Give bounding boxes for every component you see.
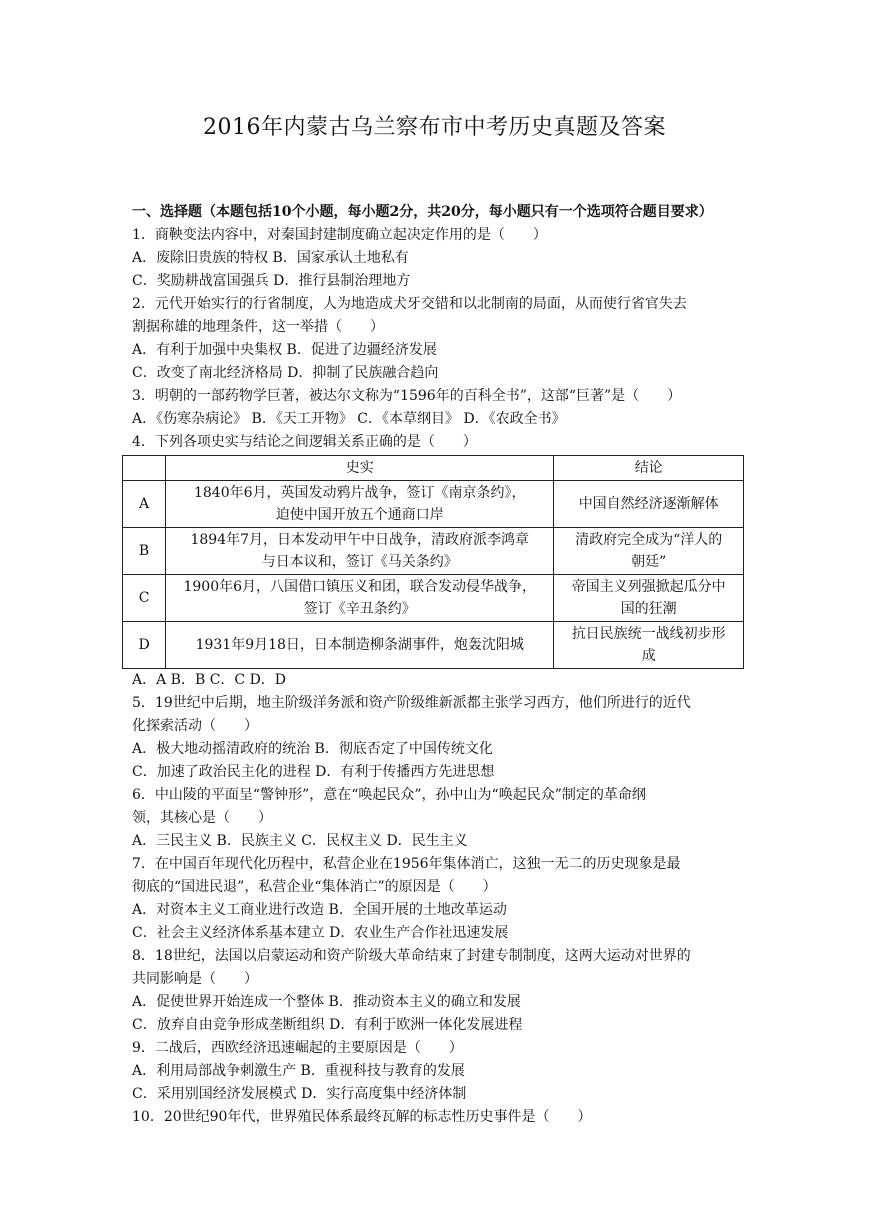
row-label: B bbox=[123, 528, 166, 575]
table-row bbox=[123, 481, 744, 528]
text-line: A．《伤寒杂病论》 B．《天工开物》 C．《本草纲目》 D．《农政全书》 bbox=[132, 411, 566, 427]
conclusion-line: 帝国主义列强掀起瓜分中 bbox=[571, 579, 726, 595]
conclusion-cell bbox=[554, 622, 744, 669]
table-header-row bbox=[123, 456, 744, 481]
text-line: 9．二战后，西欧经济迅速崛起的主要原因是（ ） bbox=[132, 1040, 463, 1056]
text-line: 2．元代开始实行的行省制度，人为地造成犬牙交错和以北制南的局面，从而使行省官失去 bbox=[132, 296, 687, 312]
conclusion-line: 成 bbox=[641, 648, 656, 664]
text-line: 6．中山陵的平面呈“警钟形”，意在“唤起民众”，孙中山为“唤起民众”制定的革命纲 bbox=[132, 787, 646, 803]
fact-cell bbox=[166, 481, 554, 528]
text-line: A．废除旧贵族的特权 B．国家承认土地私有 bbox=[132, 250, 409, 266]
fact-line: 1894年7月，日本发动甲午中日战争，清政府派李鸿章 bbox=[190, 532, 530, 548]
text-line: A．利用局部战争刺激生产 B．重视科技与教育的发展 bbox=[132, 1063, 465, 1079]
text-line: C．采用别国经济发展模式 D．实行高度集中经济体制 bbox=[132, 1086, 467, 1102]
text-line: 彻底的“国进民退”，私营企业“集体消亡”的原因是（ ） bbox=[132, 879, 497, 895]
fact-line: 与日本议和，签订《马关条约》 bbox=[261, 554, 458, 570]
conclusion-cell bbox=[554, 481, 744, 528]
fact-cell bbox=[166, 622, 554, 669]
fact-line: 1931年9月18日，日本制造柳条湖事件，炮轰沈阳城 bbox=[195, 637, 524, 653]
conclusion-line: 清政府完全成为“洋人的 bbox=[575, 532, 723, 548]
text-line: C．奖励耕战富国强兵 D．推行县制治理地方 bbox=[132, 273, 411, 289]
row-label: C bbox=[123, 575, 166, 622]
text-line: 3．明朝的一部药物学巨著，被达尔文称为“1596年的百科全书”，这部“巨著”是（ ） bbox=[132, 388, 682, 404]
questions-1-4 bbox=[132, 224, 742, 454]
questions-4-10 bbox=[132, 669, 742, 1129]
conclusion-line: 朝廷” bbox=[631, 554, 667, 570]
fact-cell bbox=[166, 528, 554, 575]
table-header-cell: 史实 bbox=[166, 456, 554, 481]
text-line: C．放弃自由竞争形成垄断组织 D．有利于欧洲一体化发展进程 bbox=[132, 1017, 523, 1033]
conclusion-line: 国的狂潮 bbox=[620, 601, 677, 617]
fact-line: 1840年6月，英国发动鸦片战争，签订《南京条约》， bbox=[193, 485, 526, 501]
text-line: A．A B．B C．C D．D bbox=[132, 672, 287, 688]
text-line: 共同影响是（ ） bbox=[132, 971, 258, 987]
text-line: A．促使世界开始连成一个整体 B．推动资本主义的确立和发展 bbox=[132, 994, 521, 1010]
text-line: 5．19世纪中后期，地主阶级洋务派和资产阶级维新派都主张学习西方，他们所进行的近代 bbox=[132, 695, 691, 711]
conclusion-cell bbox=[554, 575, 744, 622]
table-row bbox=[123, 622, 744, 669]
text-line: A．三民主义 B．民族主义 C．民权主义 D．民生主义 bbox=[132, 833, 468, 849]
facts-conclusions-table bbox=[122, 455, 744, 669]
fact-line: 签订《辛丑条约》 bbox=[303, 601, 416, 617]
row-label: D bbox=[123, 622, 166, 669]
text-line: A．极大地动摇清政府的统治 B．彻底否定了中国传统文化 bbox=[132, 741, 493, 757]
conclusion-cell bbox=[554, 528, 744, 575]
text-line: 割据称雄的地理条件，这一举措（ ） bbox=[132, 319, 384, 335]
fact-line: 迫使中国开放五个通商口岸 bbox=[275, 507, 444, 523]
text-line: 化探索活动（ ） bbox=[132, 718, 258, 734]
table-row bbox=[123, 528, 744, 575]
table-header-cell bbox=[123, 456, 166, 481]
conclusion-line: 抗日民族统一战线初步形 bbox=[571, 626, 726, 642]
document-title: 2016年内蒙古乌兰察布市中考历史真题及答案 bbox=[203, 115, 666, 140]
fact-line: 1900年6月，八国借口镇压义和团，联合发动侵华战争， bbox=[183, 579, 537, 595]
text-line: 4．下列各项史实与结论之间逻辑关系正确的是（ ） bbox=[132, 434, 477, 450]
text-line: A．对资本主义工商业进行改造 B．全国开展的土地改革运动 bbox=[132, 902, 507, 918]
text-line: 8．18世纪，法国以启蒙运动和资产阶级大革命结束了封建专制制度，这两大运动对世界的 bbox=[132, 948, 691, 964]
text-line: C．加速了政治民主化的进程 D．有利于传播西方先进思想 bbox=[132, 764, 495, 780]
fact-cell bbox=[166, 575, 554, 622]
text-line: 7．在中国百年现代化历程中，私营企业在1956年集体消亡，这独一无二的历史现象是最 bbox=[132, 856, 681, 872]
document-body bbox=[132, 201, 742, 1129]
table-row bbox=[123, 575, 744, 622]
text-line: C．社会主义经济体系基本建立 D．农业生产合作社迅速发展 bbox=[132, 925, 509, 941]
text-line: 1．商鞅变法内容中，对秦国封建制度确立起决定作用的是（ ） bbox=[132, 227, 547, 243]
conclusion-line: 中国自然经济逐渐解体 bbox=[578, 496, 719, 512]
text-line: 10．20世纪90年代，世界殖民体系最终瓦解的标志性历史事件是（ ） bbox=[132, 1109, 592, 1125]
text-line: C．改变了南北经济格局 D．抑制了民族融合趋向 bbox=[132, 365, 439, 381]
row-label: A bbox=[123, 481, 166, 528]
table-header-cell: 结论 bbox=[554, 456, 744, 481]
section-heading: 一、选择题（本题包括10个小题，每小题2分，共20分，每小题只有一个选项符合题目要求） bbox=[132, 204, 713, 220]
text-line: A．有利于加强中央集权 B．促进了边疆经济发展 bbox=[132, 342, 437, 358]
text-line: 领，其核心是（ ） bbox=[132, 810, 272, 826]
